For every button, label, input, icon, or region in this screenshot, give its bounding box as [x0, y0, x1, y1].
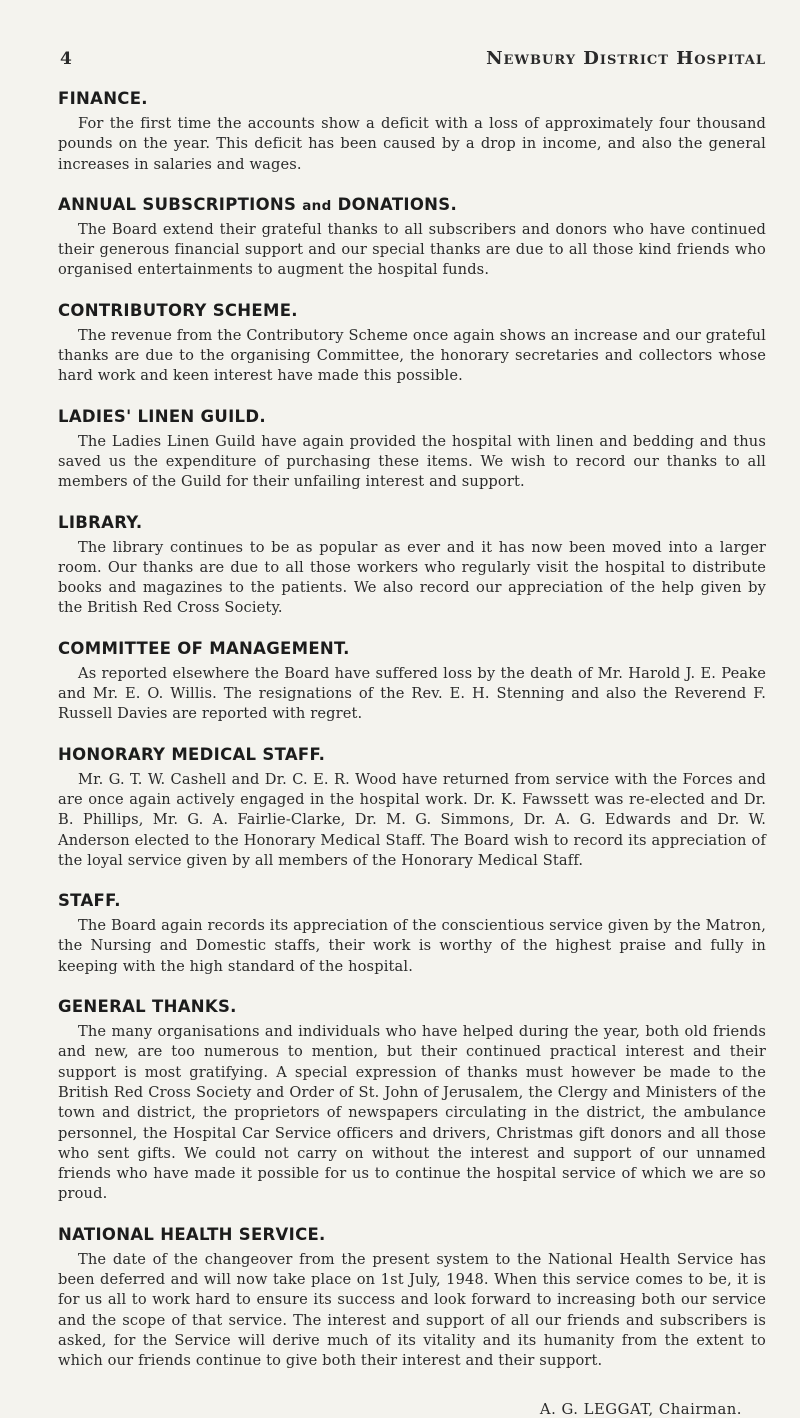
section-library — [58, 513, 766, 619]
running-title: Newbury District Hospital — [486, 48, 766, 69]
section-body: The date of the changeover from the present system to the National Health Service has been deferred and will now take place on 1st July, 1948. When this service comes to be, it is for us all to work hard to ensure its success and look forward to increasing both our service and the scope of that service. The interest and support of all our friends and subscribers is asked, for the Service will derive much of its vitality and its humanity from the extent to which our friends continue to give both their interest and their support. — [58, 1250, 766, 1370]
section-heading: GENERAL THANKS. — [58, 997, 237, 1017]
section-body: The Board again records its appreciation of the conscientious service given by the Matron, the Nursing and Domestic staffs, their work is worthy of the highest praise and fully in keeping with the high standard of the hospital. — [58, 917, 766, 975]
section-heading: CONTRIBUTORY SCHEME. — [58, 300, 298, 320]
section-body: The library continues to be as popular as ever and it has now been moved into a larger room. Our thanks are due to all those workers who regularly visit the hospital to distribute books and magazines to the patients. We also record our appreciation of the help given by the British Red Cross Society. — [58, 538, 766, 617]
section-body: For the first time the accounts show a deficit with a loss of approximately four thousand pounds on the year. This deficit has been caused by a drop in income, and also the general increases in salaries and wages. — [58, 115, 766, 173]
section-general-thanks — [58, 997, 766, 1205]
section-heading: NATIONAL HEALTH SERVICE. — [58, 1224, 326, 1244]
section-heading: HONORARY MEDICAL STAFF. — [58, 744, 326, 764]
section-body: As reported elsewhere the Board have suffered loss by the death of Mr. Harold J. E. Peake and Mr. E. O. Willis. The resignations of the Rev. E. H. Stenning and also the Reverend F. Russell Davies are reported with regret. — [58, 664, 766, 723]
section-linen-guild — [58, 407, 766, 493]
section-nhs — [58, 1225, 766, 1372]
page-number: 4 — [60, 49, 72, 69]
section-committee — [58, 639, 766, 725]
section-body: The Board extend their grateful thanks to all subscribers and donors who have continued their generous financial support and our special thanks are due to all those kind friends who organised entertainments to augment the hospital funds. — [58, 220, 766, 279]
section-body: Mr. G. T. W. Cashell and Dr. C. E. R. Wood have returned from service with the Forces and are once again actively engaged in the hospital work. Dr. K. Fawssett was re-elected and Dr. B. Phillips, Mr. G. A. Fairlie-Clarke, Dr. M. G. Simmons, Dr. A. G. Edwards and Dr. W. Anderson elected to the Honorary Medical Staff. The Board wish to record its appreciation of the loyal service given by all members of the Honorary Medical Staff. — [58, 770, 766, 869]
section-body: The revenue from the Contributory Scheme once again shows an increase and our grateful thanks are due to the organising Committee, the honorary secretaries and collectors whose hard work and keen interest have made this possible. — [58, 326, 766, 385]
section-heading: LIBRARY. — [58, 512, 143, 532]
section-medical-staff — [58, 745, 766, 871]
section-body: The many organisations and individuals who have helped during the year, both old friends and new, are too numerous to mention, but their continued practical interest and their support is most gratifying. A special expression of thanks must however be made to the British Red Cross Society and Order of St. John of Jerusalem, the Clergy and Ministers of the town and district, the proprietors of newspapers circulating in the district, the ambulance personnel, the Hospital Car Service officers and drivers, Christmas gift donors and all those who sent gifts. We could not carry on without the interest and support of our unnamed friends who have made it possible for us to continue the hospital service of which we are so proud. — [58, 1023, 766, 1203]
section-heading: LADIES' LINEN GUILD. — [58, 406, 266, 426]
section-subscriptions — [58, 195, 766, 281]
section-body: The Ladies Linen Guild have again provided the hospital with linen and bedding and thus saved us the expenditure of purchasing these items. We wish to record our thanks to all members of the Guild for their unfailing interest and support. — [58, 432, 766, 491]
section-heading: STAFF. — [58, 891, 121, 911]
section-finance — [58, 89, 766, 175]
document-page — [58, 48, 766, 1418]
section-heading: COMMITTEE OF MANAGEMENT. — [58, 638, 350, 658]
chairman-signature: A. G. LEGGAT, Chairman. — [539, 1401, 742, 1418]
section-staff — [58, 891, 766, 977]
section-contributory-scheme — [58, 301, 766, 387]
section-heading: FINANCE. — [58, 89, 148, 108]
page-header — [58, 48, 766, 69]
section-heading: ANNUAL SUBSCRIPTIONS and DONATIONS. — [58, 194, 458, 214]
